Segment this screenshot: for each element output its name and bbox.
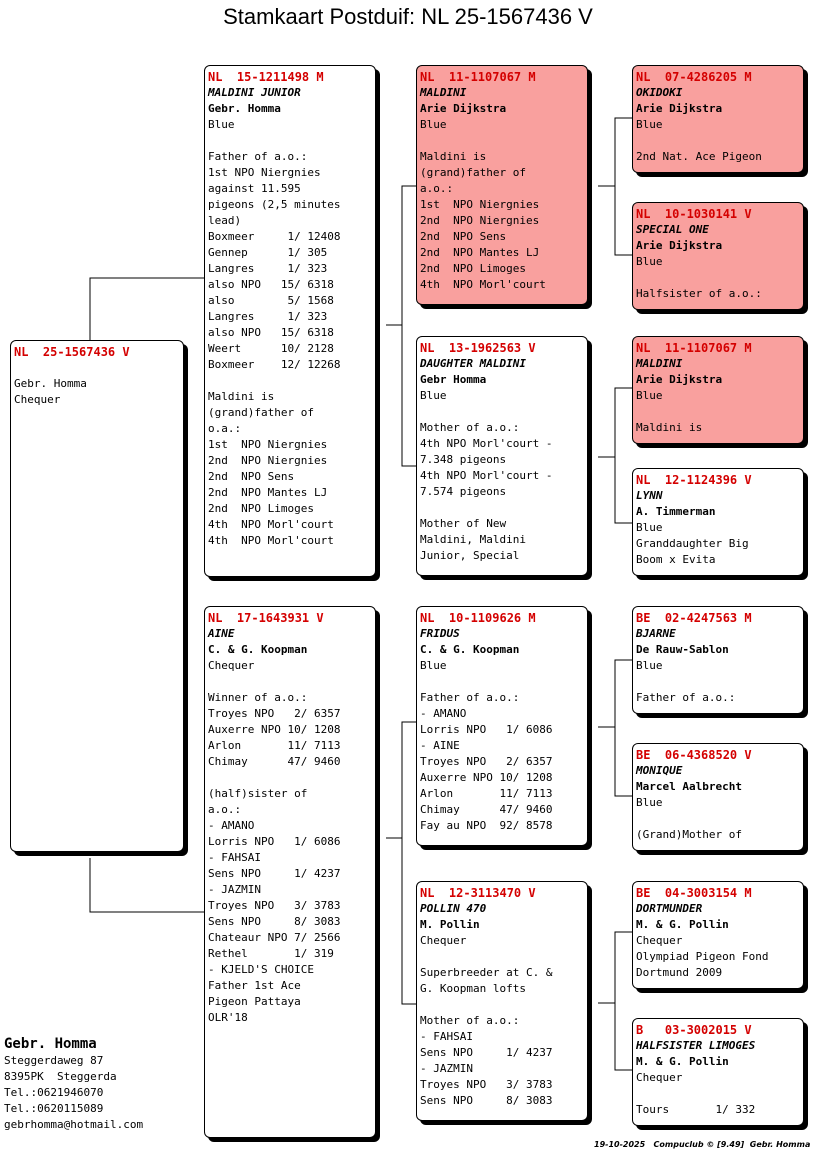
pigeon-name: MONIQUE [636,764,683,777]
page-title: Stamkaart Postduif: NL 25-1567436 V [223,4,593,29]
card-line: Langres 1/ 323 [208,310,328,323]
card-line: (grand)father of [208,406,314,419]
card-line [636,1086,803,1102]
card-line: Auxerre NPO 10/ 1208 [420,771,553,784]
pigeon-name: HALFSISTER LIMOGES [636,1039,756,1052]
card-line: Chateaur NPO 7/ 2566 [208,931,341,944]
card-line: Gebr. Homma [14,377,87,390]
card-line: Lorris NPO 1/ 6086 [208,835,341,848]
card-line: G. Koopman lofts [420,982,526,995]
card-line: Troyes NPO 2/ 6357 [208,707,341,720]
card-line: Blue [636,389,663,402]
card-line: Maldini is [208,390,275,403]
owner-name: Arie Dijkstra [636,239,723,252]
pigeon-name: BJARNE [636,627,676,640]
pigeon-name: MALDINI [636,357,683,370]
card-line: lead) [208,214,242,227]
card-line: Blue [636,118,663,131]
card-line: Superbreeder at C. & [420,966,553,979]
breeder-address [4,1035,143,1133]
card-line: OLR'18 [208,1011,248,1024]
ring-number: B 03-3002015 V [636,1023,752,1037]
card-line: Blue [420,389,447,402]
card-line: 2nd NPO Limoges [208,502,314,515]
pigeon-card-maternal-grandfather[interactable] [416,606,588,846]
card-line: pigeons (2,5 minutes [208,198,341,211]
breeder-name: Gebr. Homma [4,1036,97,1052]
card-line: - FAHSAI [208,851,261,864]
ring-number: NL 17-1643931 V [208,611,324,625]
card-line: Father of a.o.: [420,691,520,704]
card-line [420,997,587,1013]
card-line: - AINE [420,739,460,752]
card-line: 4th NPO Morl'court [208,518,334,531]
card-line: against 11.595 [208,182,301,195]
owner-name: Gebr Homma [420,373,487,386]
ring-number: BE 04-3003154 M [636,886,752,900]
card-line: Tours 1/ 332 [636,1103,756,1116]
card-line: 2nd NPO Niergnies [208,454,328,467]
card-line: - JAZMIN [208,883,261,896]
card-line: Chequer [420,934,467,947]
card-line: Maldini is [420,150,487,163]
owner-name: M. Pollin [420,918,480,931]
pigeon-name: DORTMUNDER [636,902,703,915]
owner-name: A. Timmerman [636,505,716,518]
card-line: also NPO 15/ 6318 [208,326,334,339]
owner-name: De Rauw-Sablon [636,643,729,656]
card-line: - KJELD'S CHOICE [208,963,314,976]
card-line: Sens NPO 1/ 4237 [420,1046,553,1059]
card-line [636,404,803,420]
card-line: Blue [208,118,235,131]
card-line: Boxmeer 1/ 12408 [208,230,341,243]
card-line [420,133,587,149]
card-line: Chequer [208,659,255,672]
card-line: Olympiad Pigeon Fond [636,950,769,963]
owner-name: C. & G. Koopman [420,643,520,656]
card-line: Mother of a.o.: [420,421,520,434]
pigeon-card-ggp-2[interactable] [632,202,804,310]
card-line: Boom x Evita [636,553,716,566]
pigeon-name: FRIDUS [420,627,460,640]
card-line: - FAHSAI [420,1030,473,1043]
ring-number: BE 02-4247563 M [636,611,752,625]
card-line: Mother of New [420,517,507,530]
ring-number: NL 11-1107067 M [636,341,752,355]
card-line: (Grand)Mother of [636,828,742,841]
pigeon-card-subject[interactable] [10,340,184,852]
ring-number: NL 12-1124396 V [636,473,752,487]
pigeon-card-father[interactable] [204,65,376,577]
phone-line: Tel.:0620115089 [4,1102,104,1115]
card-line: Troyes NPO 3/ 3783 [420,1078,553,1091]
card-line: Blue [636,659,663,672]
card-line: Father of a.o.: [208,150,308,163]
pigeon-name: AINE [208,627,235,640]
pigeon-card-paternal-grandmother[interactable] [416,336,588,576]
owner-name: Arie Dijkstra [636,102,723,115]
pigeon-card-ggp-4[interactable] [632,468,804,576]
card-line: Boxmeer 12/ 12268 [208,358,341,371]
card-line: Sens NPO 1/ 4237 [208,867,341,880]
pigeon-card-ggp-3[interactable] [632,336,804,444]
owner-name: M. & G. Pollin [636,1055,729,1068]
ring-number: NL 13-1962563 V [420,341,536,355]
card-line: Pigeon Pattaya [208,995,301,1008]
card-line [636,133,803,149]
card-line: Auxerre NPO 10/ 1208 [208,723,341,736]
card-line: Chimay 47/ 9460 [420,803,553,816]
card-line [420,949,587,965]
card-line: Troyes NPO 2/ 6357 [420,755,553,768]
card-line: - AMANO [420,707,467,720]
card-line [636,270,803,286]
card-line: Blue [420,659,447,672]
pigeon-name: LYNN [636,489,663,502]
card-line: Junior, Special [420,549,520,562]
pigeon-card-maternal-grandmother[interactable] [416,881,588,1121]
card-line: (grand)father of [420,166,526,179]
card-line: 4th NPO Morl'court - [420,437,553,450]
card-line [420,674,587,690]
card-line: Maldini, Maldini [420,533,526,546]
card-line: 1st NPO Niergnies [420,198,540,211]
card-line: 4th NPO Morl'court [420,278,546,291]
card-line [208,770,375,786]
ring-number: NL 15-1211498 M [208,70,324,84]
pigeon-card-ggp-5[interactable] [632,606,804,714]
card-line: - JAZMIN [420,1062,473,1075]
card-line: Blue [636,255,663,268]
card-line: a.o.: [208,803,242,816]
card-line: Gennep 1/ 305 [208,246,328,259]
card-line: Chequer [14,393,61,406]
card-line: Halfsister of a.o.: [636,287,762,300]
pigeon-name: MALDINI JUNIOR [208,86,301,99]
ring-number: NL 10-1030141 V [636,207,752,221]
card-line: Arlon 11/ 7113 [420,787,553,800]
card-line: 2nd NPO Mantes LJ [208,486,328,499]
card-line [420,404,587,420]
card-line: Rethel 1/ 319 [208,947,334,960]
ring-number: BE 06-4368520 V [636,748,752,762]
owner-name: C. & G. Koopman [208,643,308,656]
card-line: Chimay 47/ 9460 [208,755,341,768]
card-line: Blue [636,796,663,809]
card-line: Father 1st Ace [208,979,301,992]
pigeon-card-mother[interactable] [204,606,376,1138]
ring-number: NL 11-1107067 M [420,70,536,84]
card-line: Langres 1/ 323 [208,262,328,275]
ring-number: NL 07-4286205 M [636,70,752,84]
card-line: 1st NPO Niergnies [208,166,321,179]
card-line: Blue [636,521,663,534]
card-line [208,133,375,149]
card-line: Troyes NPO 3/ 3783 [208,899,341,912]
card-line: Mother of a.o.: [420,1014,520,1027]
card-line: 4th NPO Morl'court - [420,469,553,482]
card-line: Granddaughter Big [636,537,749,550]
card-line: 7.574 pigeons [420,485,507,498]
card-line: 2nd Nat. Ace Pigeon [636,150,762,163]
owner-name: Arie Dijkstra [636,373,723,386]
card-line: 2nd NPO Sens [420,230,507,243]
pigeon-name: OKIDOKI [636,86,683,99]
card-line: also 5/ 1568 [208,294,334,307]
card-line: Sens NPO 8/ 3083 [420,1094,553,1107]
card-line: Fay au NPO 92/ 8578 [420,819,553,832]
card-line [14,360,183,376]
card-line: Dortmund 2009 [636,966,723,979]
ring-number: NL 12-3113470 V [420,886,536,900]
card-line: 4th NPO Morl'court [208,534,334,547]
email-line: gebrhomma@hotmail.com [4,1118,144,1131]
address-line: Steggerdaweg 87 [4,1054,104,1067]
card-line: Lorris NPO 1/ 6086 [420,723,553,736]
pigeon-name: POLLIN 470 [420,902,487,915]
pigeon-name: MALDINI [420,86,467,99]
pigeon-card-ggp-8[interactable] [632,1018,804,1126]
card-line: - AMANO [208,819,255,832]
card-line: Chequer [636,934,683,947]
postal-line: 8395PK Steggerda [4,1070,117,1083]
card-line [636,811,803,827]
pigeon-name: DAUGHTER MALDINI [420,357,526,370]
card-line: Blue [420,118,447,131]
ring-number: NL 25-1567436 V [14,345,130,359]
card-line: 2nd NPO Limoges [420,262,526,275]
card-line: 2nd NPO Mantes LJ [420,246,540,259]
card-line: Chequer [636,1071,683,1084]
card-line [208,373,375,389]
card-line: Arlon 11/ 7113 [208,739,341,752]
card-line: Winner of a.o.: [208,691,308,704]
card-line: 1st NPO Niergnies [208,438,328,451]
pigeon-card-ggp-7[interactable] [632,881,804,989]
phone-line: Tel.:0621946070 [4,1086,104,1099]
card-line: (half)sister of [208,787,308,800]
card-line: Maldini is [636,421,703,434]
card-line: 2nd NPO Sens [208,470,295,483]
card-line: a.o.: [420,182,454,195]
card-line: also NPO 15/ 6318 [208,278,334,291]
card-line [208,674,375,690]
owner-name: Marcel Aalbrecht [636,780,742,793]
pigeon-card-ggp-6[interactable] [632,743,804,851]
pigeon-name: SPECIAL ONE [636,223,709,236]
card-line: 2nd NPO Niergnies [420,214,540,227]
card-line [636,674,803,690]
print-stamp: 19-10-2025 Compuclub © [9.49] Gebr. Homma [594,1140,811,1149]
card-line: 7.348 pigeons [420,453,507,466]
card-line: Father of a.o.: [636,691,736,704]
card-line: Weert 10/ 2128 [208,342,334,355]
card-line: Sens NPO 8/ 3083 [208,915,341,928]
owner-name: M. & G. Pollin [636,918,729,931]
ring-number: NL 10-1109626 M [420,611,536,625]
pigeon-card-ggp-1[interactable] [632,65,804,173]
pigeon-card-paternal-grandfather[interactable] [416,65,588,305]
card-line: o.a.: [208,422,242,435]
owner-name: Arie Dijkstra [420,102,507,115]
owner-name: Gebr. Homma [208,102,281,115]
card-line [420,500,587,516]
